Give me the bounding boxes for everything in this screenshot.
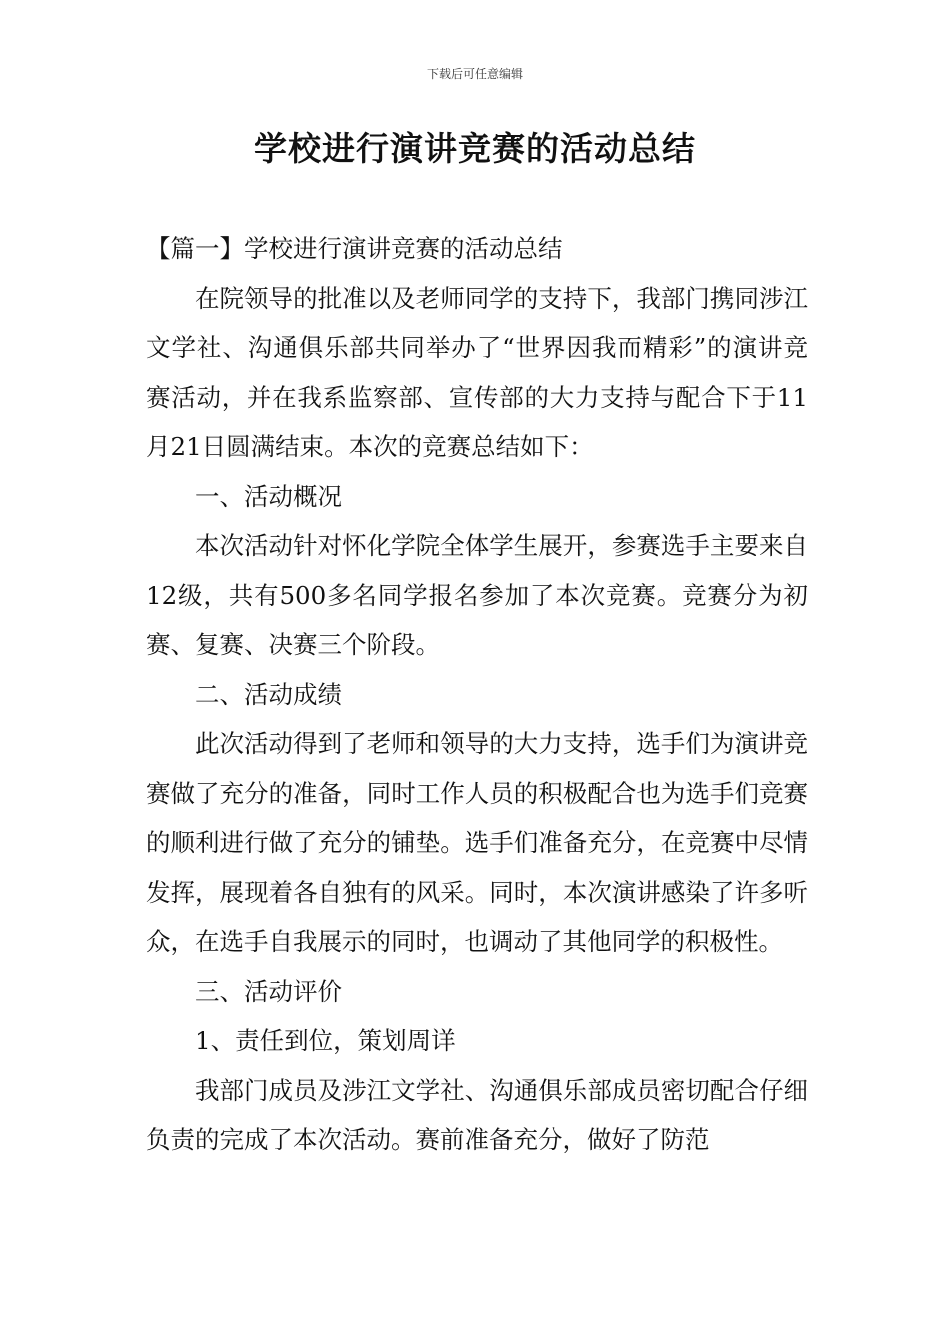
paragraph-intro: 在院领导的批准以及老师同学的支持下，我部门携同涉江文学社、沟通俱乐部共同举办了“世界因我而精彩”的演讲竞赛活动，并在我系监察部、宣传部的大力支持与配合下于11月21日圆满结束。本次的竞赛总结如下： bbox=[146, 283, 808, 461]
paragraph-results: 此次活动得到了老师和领导的大力支持，选手们为演讲竞赛做了充分的准备，同时工作人员的积极配合也为选手们竞赛的顺利进行做了充分的铺垫。选手们准备充分，在竞赛中尽情发挥，展现着各自独有的风采。同时，本次演讲感染了许多听众，在选手自我展示的同时，也调动了其他同学的积极性。 bbox=[146, 729, 808, 956]
paragraph-responsibility: 我部门成员及涉江文学社、沟通俱乐部成员密切配合仔细负责的完成了本次活动。赛前准备充分，做好了防范 bbox=[146, 1075, 808, 1154]
paragraph-overview: 本次活动针对怀化学院全体学生展开，参赛选手主要来自12级，共有500多名同学报名参加了本次竞赛。竞赛分为初赛、复赛、决赛三个阶段。 bbox=[146, 531, 808, 659]
subheading-evaluation: 三、活动评价 bbox=[195, 976, 342, 1006]
section-heading: 【篇一】学校进行演讲竞赛的活动总结 bbox=[146, 234, 563, 263]
subheading-responsibility: 1、责任到位，策划周详 bbox=[195, 1026, 456, 1055]
document-body bbox=[146, 224, 808, 1165]
subheading-overview: 一、活动概况 bbox=[195, 481, 342, 511]
page-title: 学校进行演讲竞赛的活动总结 bbox=[254, 129, 696, 168]
header-note: 下载后可任意编辑 bbox=[426, 67, 523, 81]
subheading-results: 二、活动成绩 bbox=[195, 679, 342, 709]
